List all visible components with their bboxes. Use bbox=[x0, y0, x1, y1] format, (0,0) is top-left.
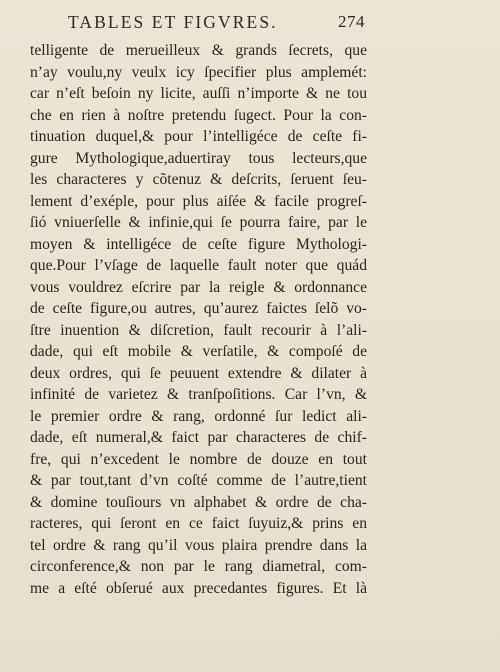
page-header bbox=[0, 12, 500, 36]
page-number: 274 bbox=[338, 12, 365, 31]
text-line: vous vouldrez eſcrire par la reigle & ordonnance bbox=[30, 278, 367, 296]
text-line: dade, eſt numeral,& faict par characteres de chif- bbox=[30, 429, 367, 446]
text-line: ſió vniuerſelle & infinie,qui ſe pourra faire, par le bbox=[30, 214, 367, 231]
text-line: le premier ordre & rang, ordonné ſur ledict ali- bbox=[30, 407, 367, 425]
text-line: racteres, qui ſeront en ce faict ſuyuiz,& prins en bbox=[30, 515, 367, 532]
text-line: gure Mythologique,aduertiray tous lecteurs,que bbox=[30, 149, 367, 167]
text-line: moyen & intelligéce de ceſte figure Mythologi- bbox=[30, 235, 367, 253]
text-line: n’ay voulu,ny veulx icy ſpecifier plus amplemét: bbox=[30, 63, 367, 81]
text-line: les characteres y cõtenuz & deſcrits, ſeruent ſeu- bbox=[30, 171, 367, 188]
text-line: lement d’exéple, pour plus aiſée & facile progreſ- bbox=[30, 192, 367, 210]
text-line: infinité de varietez & tranſpoſitions. Car l’vn, & bbox=[30, 386, 367, 403]
text-line: telligente de meruеilleux & grands ſecrets, que bbox=[30, 42, 367, 59]
text-line: deux ordres, qui ſe peuuent extendre & dilater à bbox=[30, 364, 367, 382]
text-line: fre, qui n’excedent le nombre de douze en tout bbox=[30, 450, 367, 468]
text-line: me a eſté obſerué aux precedantes figures. Et là bbox=[30, 579, 367, 597]
text-line: tinuation duquel,& pour l’intelligéce de ceſte fi- bbox=[30, 128, 367, 145]
text-line: tel ordre & rang qu’il vous plaira prendre dans la bbox=[30, 536, 367, 554]
running-head: TABLES ET FIGVRES. bbox=[68, 12, 278, 32]
text-line: & par tout,tant d’vn coſté comme de l’autre,tient bbox=[30, 472, 367, 489]
text-line: & domine touſiours vn alphabet & ordre de cha- bbox=[30, 493, 367, 511]
text-line: che en rien à noſtre pretendu ſugect. Pour la con- bbox=[30, 106, 367, 124]
body-text bbox=[30, 40, 367, 599]
text-line: de ceſte figure,ou autres, qu’aurez faictes ſelõ vo- bbox=[30, 300, 367, 317]
text-line: dade, qui eſt mobile & verſatile, & compoſé de bbox=[30, 343, 367, 360]
text-line: ſtre inuention & diſcretion, fault recourir à l’ali- bbox=[30, 321, 367, 339]
text-line: circonference,& non par le rang diametral, com- bbox=[30, 558, 367, 575]
text-line: car n’eſt beſoin ny licite, auſſi n’importe & ne tou bbox=[30, 85, 367, 102]
text-line: que.Pour l’vſage de laquelle fault noter que quád bbox=[30, 257, 367, 274]
